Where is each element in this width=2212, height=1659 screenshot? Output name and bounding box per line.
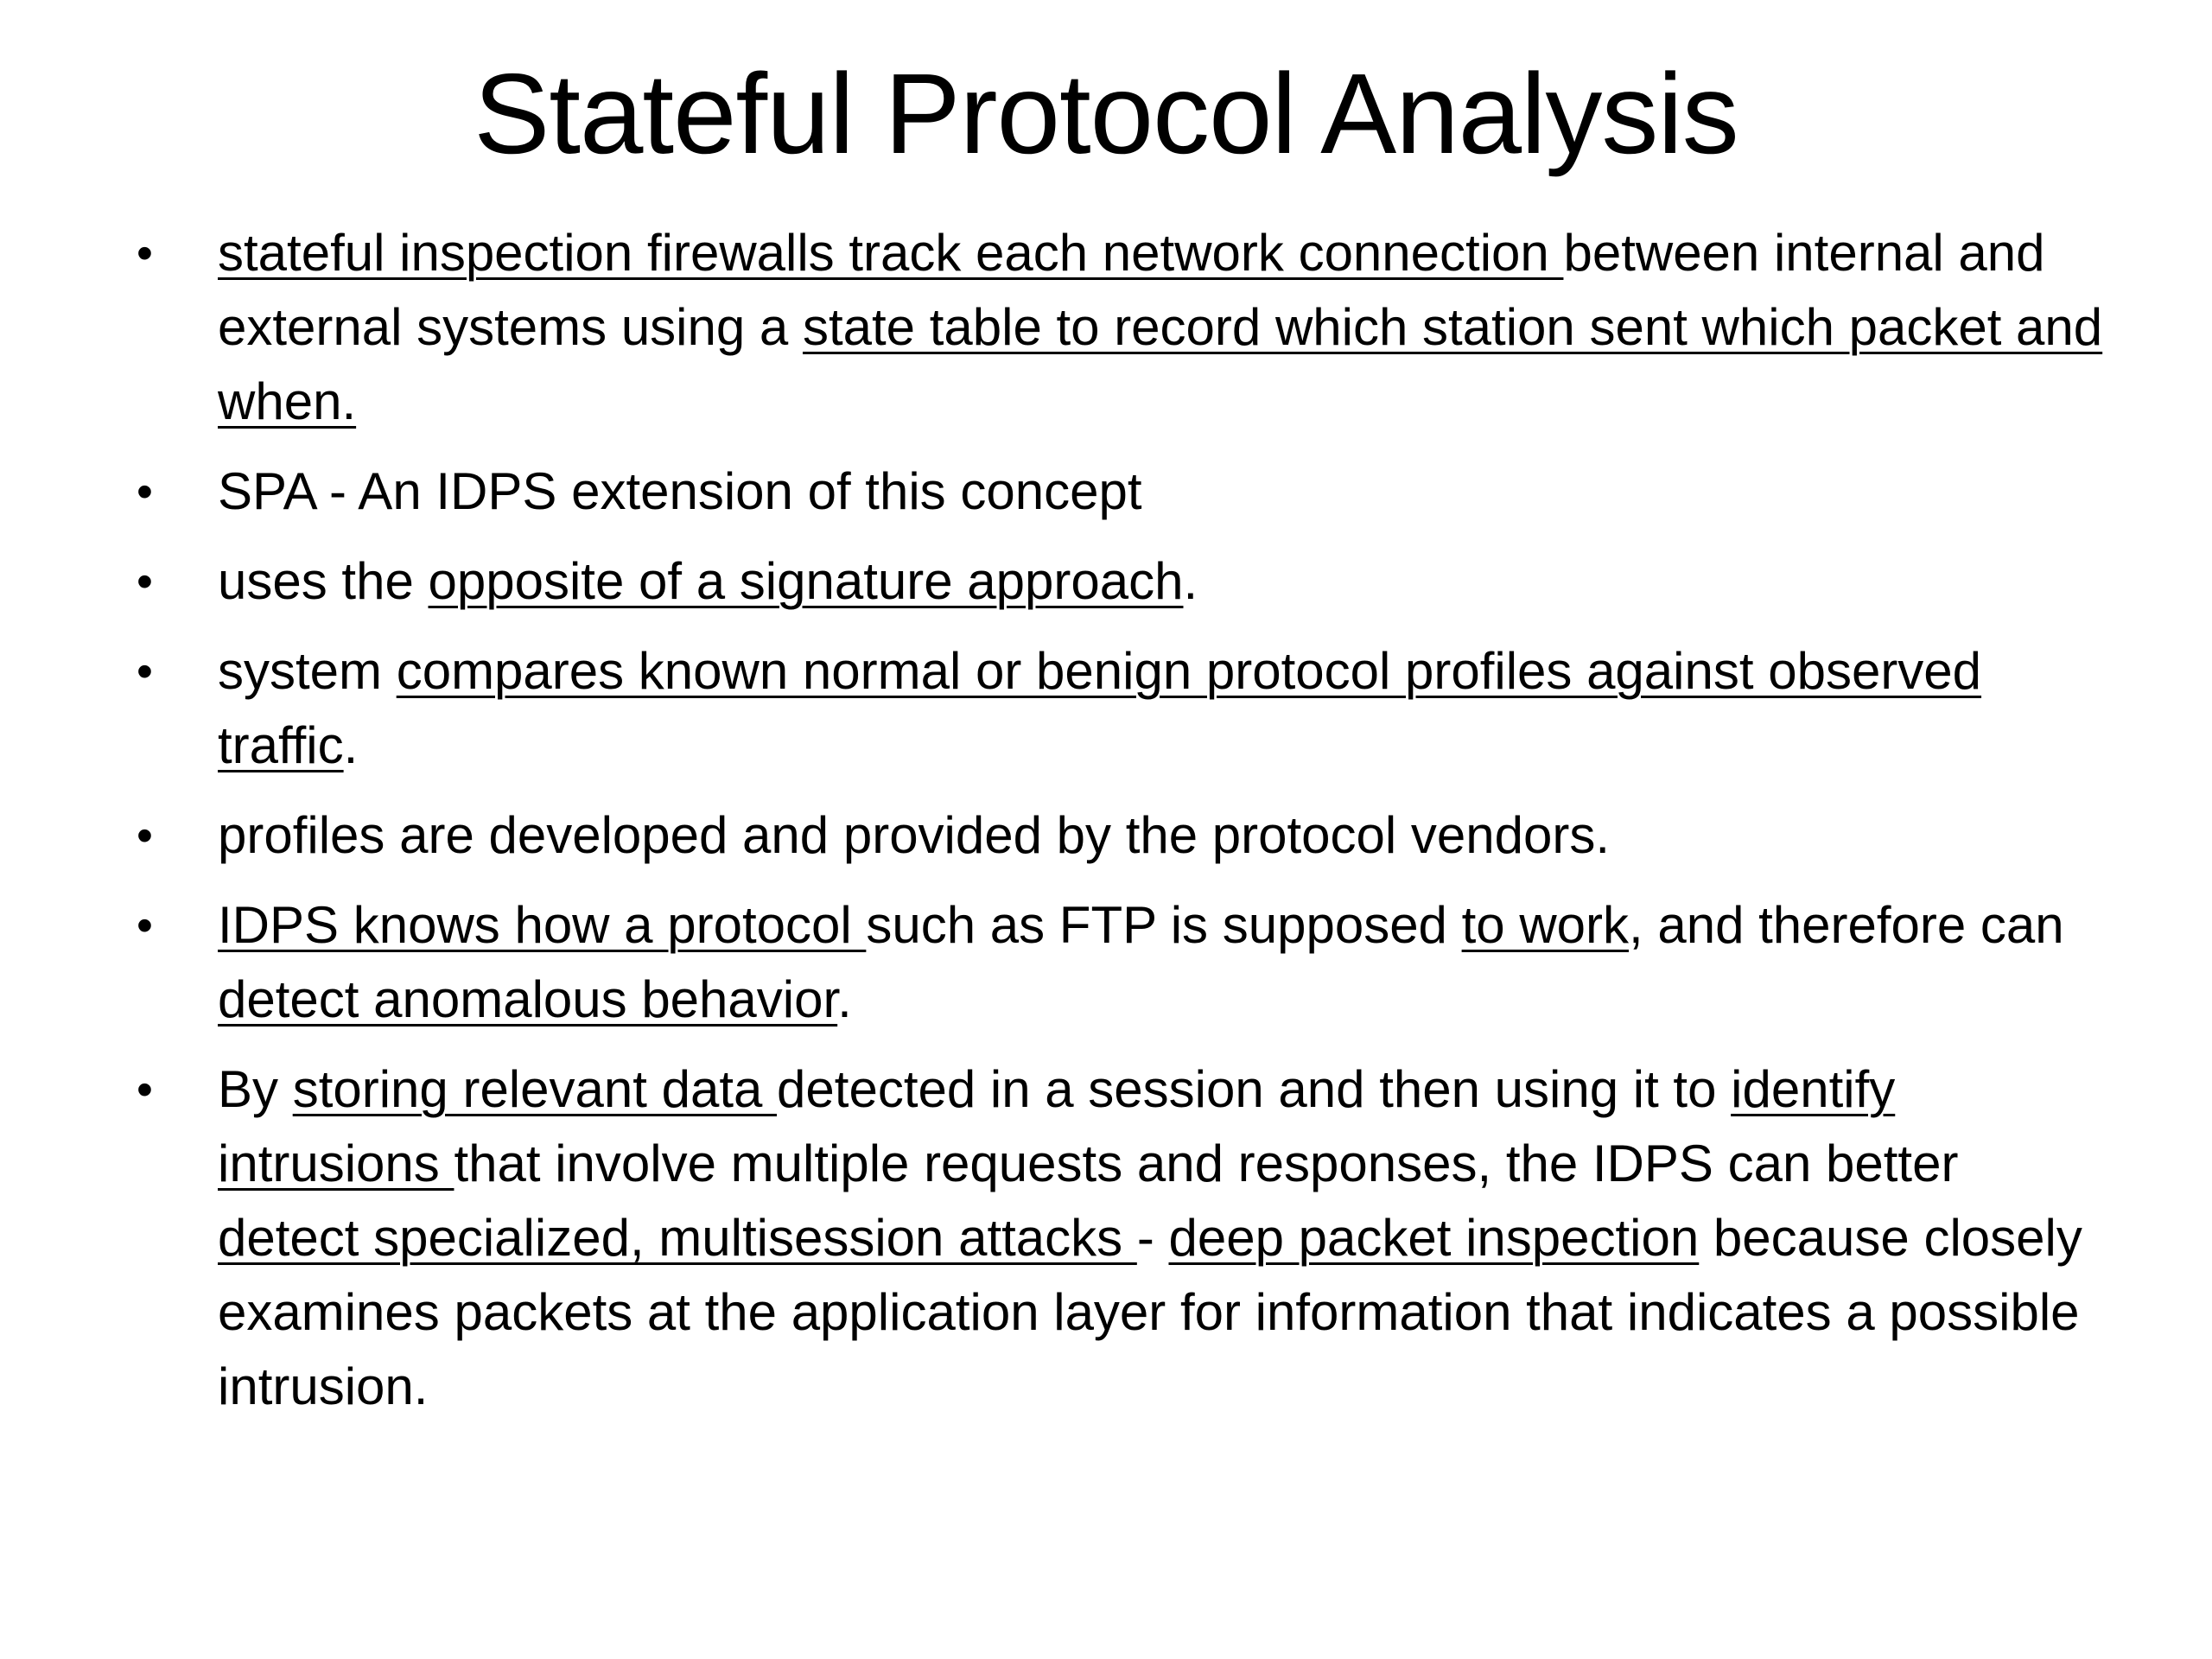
bullet-item <box>128 216 2107 439</box>
bullet-text: . <box>837 970 852 1028</box>
bullet-point-icon: • <box>137 227 153 279</box>
underlined-text: opposite of a signature approach <box>428 552 1184 610</box>
bullet-text: . <box>1183 552 1198 610</box>
bullet-item <box>128 1052 2107 1424</box>
bullet-point-icon: • <box>137 810 153 861</box>
bullet-text: because closely examines packets at the application layer for information that indicates a possible intrusion. <box>218 1209 2082 1415</box>
bullet-text: uses the <box>218 552 429 610</box>
bullet-text: By <box>218 1060 293 1118</box>
bullet-point-icon: • <box>137 556 153 607</box>
bullet-item <box>128 454 2107 529</box>
bullet-list <box>128 216 2107 1440</box>
underlined-text: detect specialized, multisession attacks <box>218 1209 1137 1267</box>
bullet-point-icon: • <box>137 1064 153 1116</box>
underlined-text: detect anomalous behavior <box>218 970 838 1028</box>
bullet-point-icon: • <box>137 899 153 951</box>
bullet-text: system <box>218 642 397 700</box>
bullet-text: . <box>343 716 359 774</box>
underlined-text: compares known normal or benign protocol profiles against observed traffic <box>218 642 1982 774</box>
bullet-text: , and therefore can <box>1629 896 2064 954</box>
bullet-text: between internal and external systems using a <box>218 224 2045 356</box>
bullet-text: such as FTP is supposed <box>866 896 1462 954</box>
underlined-text: deep packet inspection <box>1168 1209 1700 1267</box>
slide-title: Stateful Protocol Analysis <box>474 50 1738 177</box>
underlined-text: identify intrusions <box>218 1060 1896 1192</box>
underlined-text: stateful inspection firewalls track each network connection <box>218 224 1564 282</box>
bullet-item <box>128 798 2107 873</box>
bullet-text: - <box>1136 1209 1169 1267</box>
bullet-text: detected in a session and then using it to <box>777 1060 1732 1118</box>
bullet-item <box>128 544 2107 619</box>
bullet-text: SPA - An IDPS extension of this concept <box>218 462 1142 520</box>
bullet-text: profiles are developed and provided by the protocol vendors. <box>218 806 1611 864</box>
bullet-item <box>128 888 2107 1037</box>
bullet-text: that involve multiple requests and responses, the IDPS can better <box>454 1135 1959 1192</box>
underlined-text: storing relevant data <box>292 1060 778 1118</box>
underlined-text: IDPS knows how a protocol <box>218 896 867 954</box>
bullet-point-icon: • <box>137 466 153 518</box>
bullet-point-icon: • <box>137 645 153 697</box>
bullet-item <box>128 634 2107 783</box>
underlined-text: to work <box>1461 896 1629 954</box>
underlined-text: state table to record which station sent which packet and when. <box>218 298 2103 430</box>
